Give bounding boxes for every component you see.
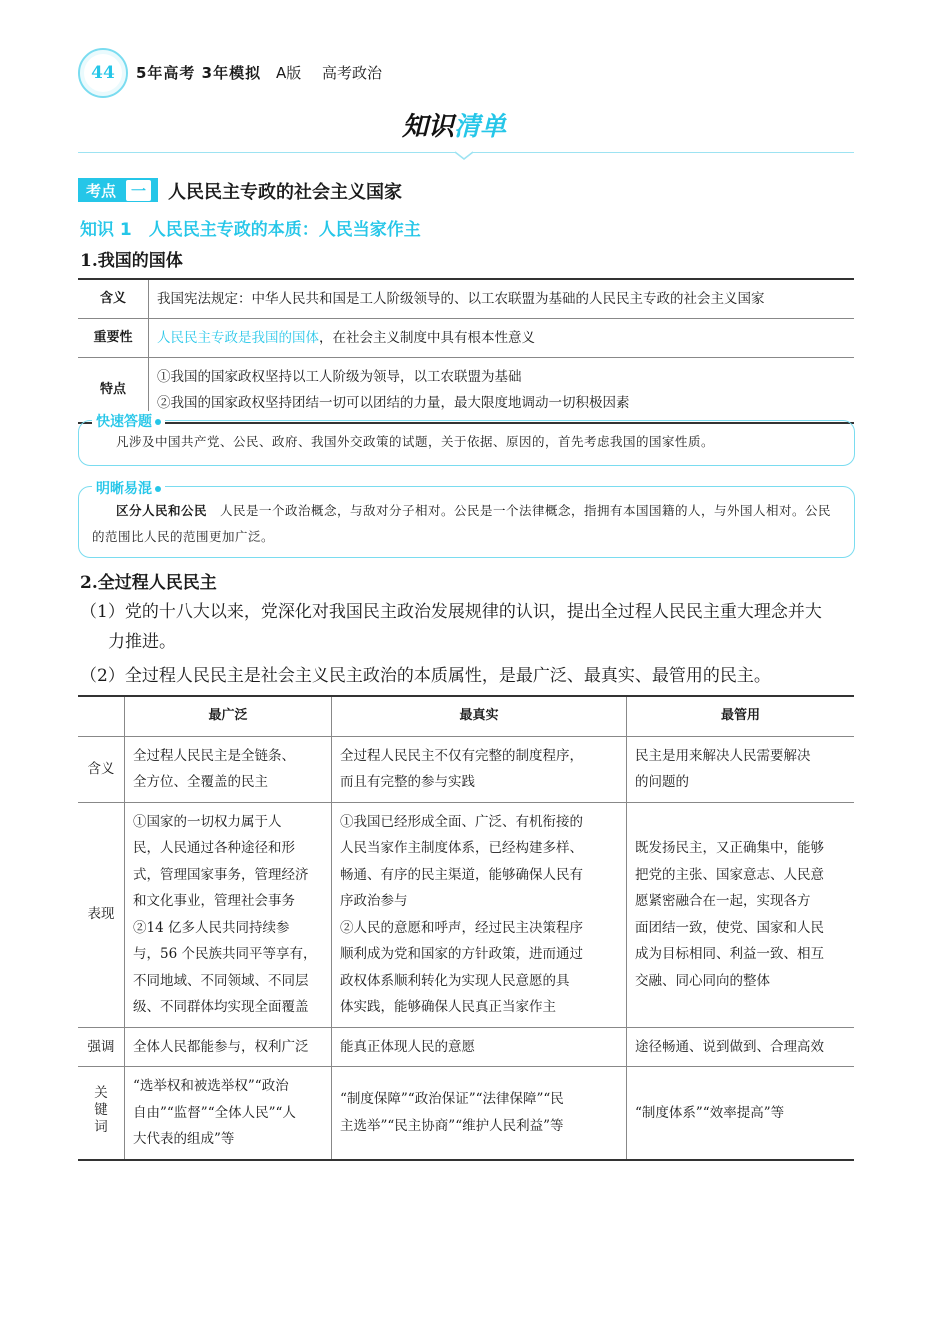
header-cell: 最管用 xyxy=(627,696,855,736)
table-row xyxy=(78,736,854,802)
table-cell: “制度保障”“政治保证”“法律保障”“民 主选举”“民主协商”“维护人民利益”等 xyxy=(332,1067,627,1160)
clarify-bold: 区分人民和公民 xyxy=(116,503,208,518)
part2-heading: 2.全过程人民民主 xyxy=(80,573,217,593)
dot-icon xyxy=(155,419,161,425)
part1-heading: 1.我国的国体 xyxy=(80,251,183,271)
table-cell: 全过程人民民主不仅有完整的制度程序， 而且有完整的参与实践 xyxy=(332,736,627,802)
cell-line: ①我国的国家政权坚持以工人阶级为领导，以工农联盟为基础 xyxy=(157,369,522,385)
table-cell: 我国宪法规定：中华人民共和国是工人阶级领导的、以工农联盟为基础的人民民主专政的社会主义国家 xyxy=(149,279,855,319)
table-cell: 民主是用来解决人民需要解决 的问题的 xyxy=(627,736,855,802)
table-row xyxy=(78,1027,854,1067)
paragraph-2: （2）全过程人民民主是社会主义民主政治的本质属性，是最广泛、最真实、最管用的民主。 xyxy=(80,666,771,686)
header-cell: 最真实 xyxy=(332,696,627,736)
row-label: 关键词 xyxy=(78,1067,125,1160)
paragraph-1: （1）党的十八大以来，党深化对我国民主政治发展规律的认识，提出全过程人民民主重大理念并大 力推进。 xyxy=(80,602,822,652)
book-title: 5年高考 3年模拟 xyxy=(136,64,262,82)
table-cell: “选举权和被选举权”“政治 自由”“监督”“全体人民”“人 大代表的组成”等 xyxy=(125,1067,332,1160)
book-edition: A版 xyxy=(276,64,302,82)
row-label: 强调 xyxy=(78,1027,125,1067)
cell-line: ②我国的国家政权坚持团结一切可以团结的力量，最大限度地调动一切积极因素 xyxy=(157,395,630,411)
section-tag-number: 一 xyxy=(126,180,151,201)
table-cell: ①国家的一切权力属于人 民，人民通过各种途径和形 式，管理国家事务，管理经济 和文化事业，管理社会事务 ②14 亿多人民共同持续参 与，56 个民族共同平等享有， 不同地域、不同领域、不同层 级、不同群体均实现全面覆盖 xyxy=(125,802,332,1027)
clarify-label: 明晰易混 xyxy=(92,478,165,498)
clarify-text: 区分人民和公民 人民是一个政治概念，与敌对分子相对。公民是一个法律概念，指拥有本国国籍的人，与外国人相对。公民的范围比人民的范围更加广泛。 xyxy=(92,503,832,544)
state-system-table xyxy=(78,278,854,424)
table-cell: 全过程人民民主是全链条、 全方位、全覆盖的民主 xyxy=(125,736,332,802)
whole-process-democracy-table xyxy=(78,695,854,1161)
page-number: 44 xyxy=(78,48,128,98)
row-label: 特点 xyxy=(78,358,149,424)
table-header-row xyxy=(78,696,854,736)
table-row xyxy=(78,1067,854,1160)
quick-answer-label: 快速答题 xyxy=(92,411,165,431)
section-title: 人民民主专政的社会主义国家 xyxy=(168,182,402,203)
table-cell: 能真正体现人民的意愿 xyxy=(332,1027,627,1067)
table-cell: 全体人民都能参与，权利广泛 xyxy=(125,1027,332,1067)
dot-icon xyxy=(155,486,161,492)
table-cell: 途径畅通、说到做到、合理高效 xyxy=(627,1027,855,1067)
cell-text: ，在社会主义制度中具有根本性意义 xyxy=(319,330,535,346)
row-label: 含义 xyxy=(78,736,125,802)
header-cell: 最广泛 xyxy=(125,696,332,736)
table-cell: “制度体系”“效率提高”等 xyxy=(627,1067,855,1160)
table-cell xyxy=(149,319,855,358)
banner-text-1: 知识 xyxy=(402,112,455,142)
table-cell: ①我国已经形成全面、广泛、有机衔接的 人民当家作主制度体系，已经构建多样、 畅通、有序的民主渠道，能够确保人民有 序政治参与 ②人民的意愿和呼声，经过民主决策程序 顺利成为党和国家的方针政策，进而通过 政权体系顺利转化为实现人民意愿的具 体实践，能够确保人民真正当家作主 xyxy=(332,802,627,1027)
table-row xyxy=(78,802,854,1027)
section-tag xyxy=(78,178,158,202)
table-row xyxy=(78,319,854,358)
knowledge-title: 知识 1 人民民主专政的本质：人民当家作主 xyxy=(80,220,421,240)
table-row xyxy=(78,279,854,319)
row-label: 重要性 xyxy=(78,319,149,358)
header-cell xyxy=(78,696,125,736)
table-cell xyxy=(149,358,855,424)
banner-notch-icon xyxy=(455,146,473,160)
quick-answer-text: 凡涉及中国共产党、公民、政府、我国外交政策的试题，关于依据、原因的，首先考虑我国的国家性质。 xyxy=(116,434,715,449)
table-cell: 既发扬民主，又正确集中，能够 把党的主张、国家意志、人民意 愿紧密融合在一起，实现各方 面团结一致，使党、国家和人民 成为目标相同、利益一致、相互 交融、同心同向的整体 xyxy=(627,802,855,1027)
knowledge-list-banner xyxy=(402,106,532,148)
section-tag-label: 考点 xyxy=(86,181,117,200)
banner-text-2: 清单 xyxy=(454,112,507,142)
book-subject: 高考政治 xyxy=(322,64,383,82)
row-label: 表现 xyxy=(78,802,125,1027)
highlight-text: 人民民主专政是我国的国体 xyxy=(157,330,319,346)
row-label: 含义 xyxy=(78,279,149,319)
table-row xyxy=(78,358,854,424)
